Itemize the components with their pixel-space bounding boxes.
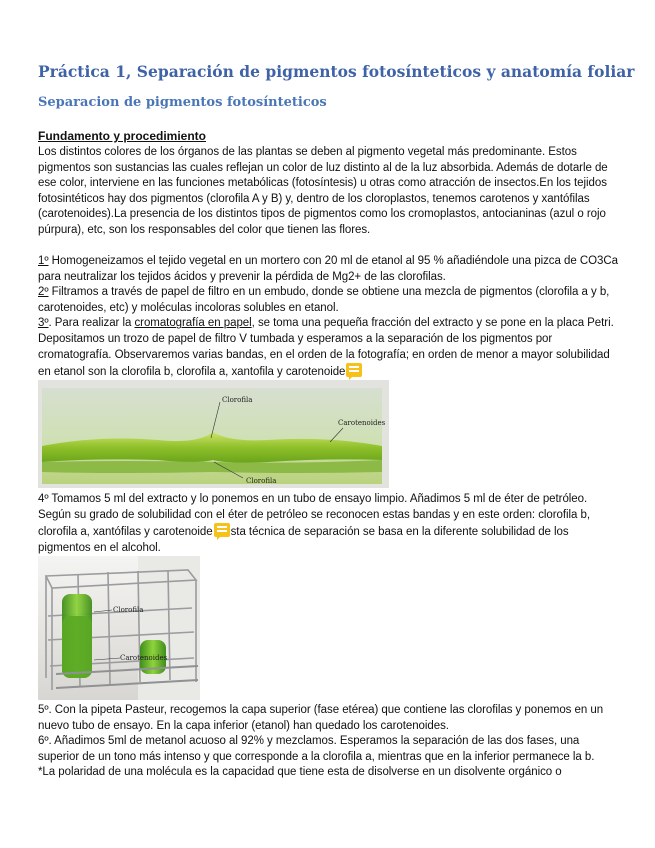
comment-icon[interactable] (346, 363, 362, 377)
step2 (38, 286, 609, 314)
step4-text-a: 4º Tomamos 5 ml del extracto y lo ponemos en un tubo de ensayo limpio. Añadimos 5 ml de éter de petróleo. Según su grado de solubilidad con el éter de petróleo se reconocen estas bandas y en este orden: clorofila b, clorofila a, xantófilas y carotenoide (38, 493, 591, 539)
polarity-note: *La polaridad de una molécula es la capacidad que tiene esta de disolverse en un disolvente orgánico o (38, 766, 562, 778)
section-subtitle: Separacion de pigmentos fotosínteticos (38, 95, 327, 110)
step1-number: 1º (38, 255, 49, 267)
step2-text: Filtramos a través de papel de filtro en un embudo, donde se obtiene una mezcla de pigmentos (clorofila a y b, carotenoides, etc) y moléculas incoloras solubles en etanol. (38, 286, 610, 314)
step3 (38, 317, 614, 378)
step1 (38, 255, 618, 283)
step1-text: Homogeneizamos el tejido vegetal en un mortero con 20 ml de etanol al 95 % añadiéndole una pizca de CO3Ca para neutralizar los tejidos ácidos y prevenir la pérdida de Mg2+ de las clorofilas. (38, 255, 618, 283)
label-clorofila: Clorofila (222, 396, 253, 404)
steps-paragraph (38, 254, 620, 381)
step6-paragraph: 6º. Añadimos 5ml de metanol acuoso al 92% y mezclamos. Esperamos la separación de las dos fases, una superior de un tono más intenso y que corresponde a la clorofila a, mientras que en la inferior permanece la b. (38, 735, 595, 763)
step3-pre: . Para realizar la (48, 317, 135, 330)
label-carotenoides: Carotenoides (338, 419, 386, 427)
label-tube-clorofila: Clorofila (113, 606, 144, 614)
comment-icon-2[interactable] (214, 523, 230, 537)
label-tube-carotenoides: Carotenoides (120, 654, 168, 662)
step3-post: , se toma una pequeña fracción del extracto y se pone en la placa Petri. Depositamos un trozo de papel de filtro V tumbada y esperamos a la separación de los pigmentos por cromatografía. Observaremos varias bandas, en el orden de la fotografía; en orden de menor a mayor solubilidad en etanol son la clorofila b, clorofila a, xantofila y carotenoide (38, 317, 614, 379)
step2-number: 2º (38, 286, 49, 299)
chromatography-link[interactable]: cromatografía en papel (134, 317, 252, 330)
step3-number: 3º (38, 317, 49, 330)
step5-paragraph: 5º. Con la pipeta Pasteur, recogemos la capa superior (fase etérea) que contiene las clorofilas y ponemos en un nuevo tubo de ensayo. En la capa inferior (etanol) han quedado los carotenoides. (38, 704, 604, 732)
step4-paragraph (38, 492, 620, 556)
test-tubes-photo (38, 556, 200, 700)
label-clorofila-2: Clorofila (246, 477, 277, 485)
step4-text-b: sta técnica de separación se basa en la diferente solubilidad de los pigmentos en el alcohol. (38, 526, 569, 554)
chromatography-paper-photo (38, 380, 389, 488)
page-title: Práctica 1, Separación de pigmentos fotosínteticos y anatomía foliar (38, 62, 635, 81)
intro-paragraph: Los distintos colores de los órganos de las plantas se deben al pigmento vegetal más predominante. Estos pigmentos son sustancias las cuales reflejan un color de luz distinto al de la luz absorbida. Además de dotarle de ese color, interviene en las funciones metabólicas (fotosíntesis) u otras como atracción de insectos.En los tejidos fotosintéticos hay dos pigmentos (clorofila A y B) y, dentro de los cloroplastos, tenemos carotenos y xantófilas (carotenoides).La presencia de los distintos tipos de pigmentos como los cromoplastos, antocianinas (azul o rojo púrpura), etc, son los responsables del color que tienen las flores. (38, 146, 608, 236)
section-heading: Fundamento y procedimiento (38, 129, 207, 143)
